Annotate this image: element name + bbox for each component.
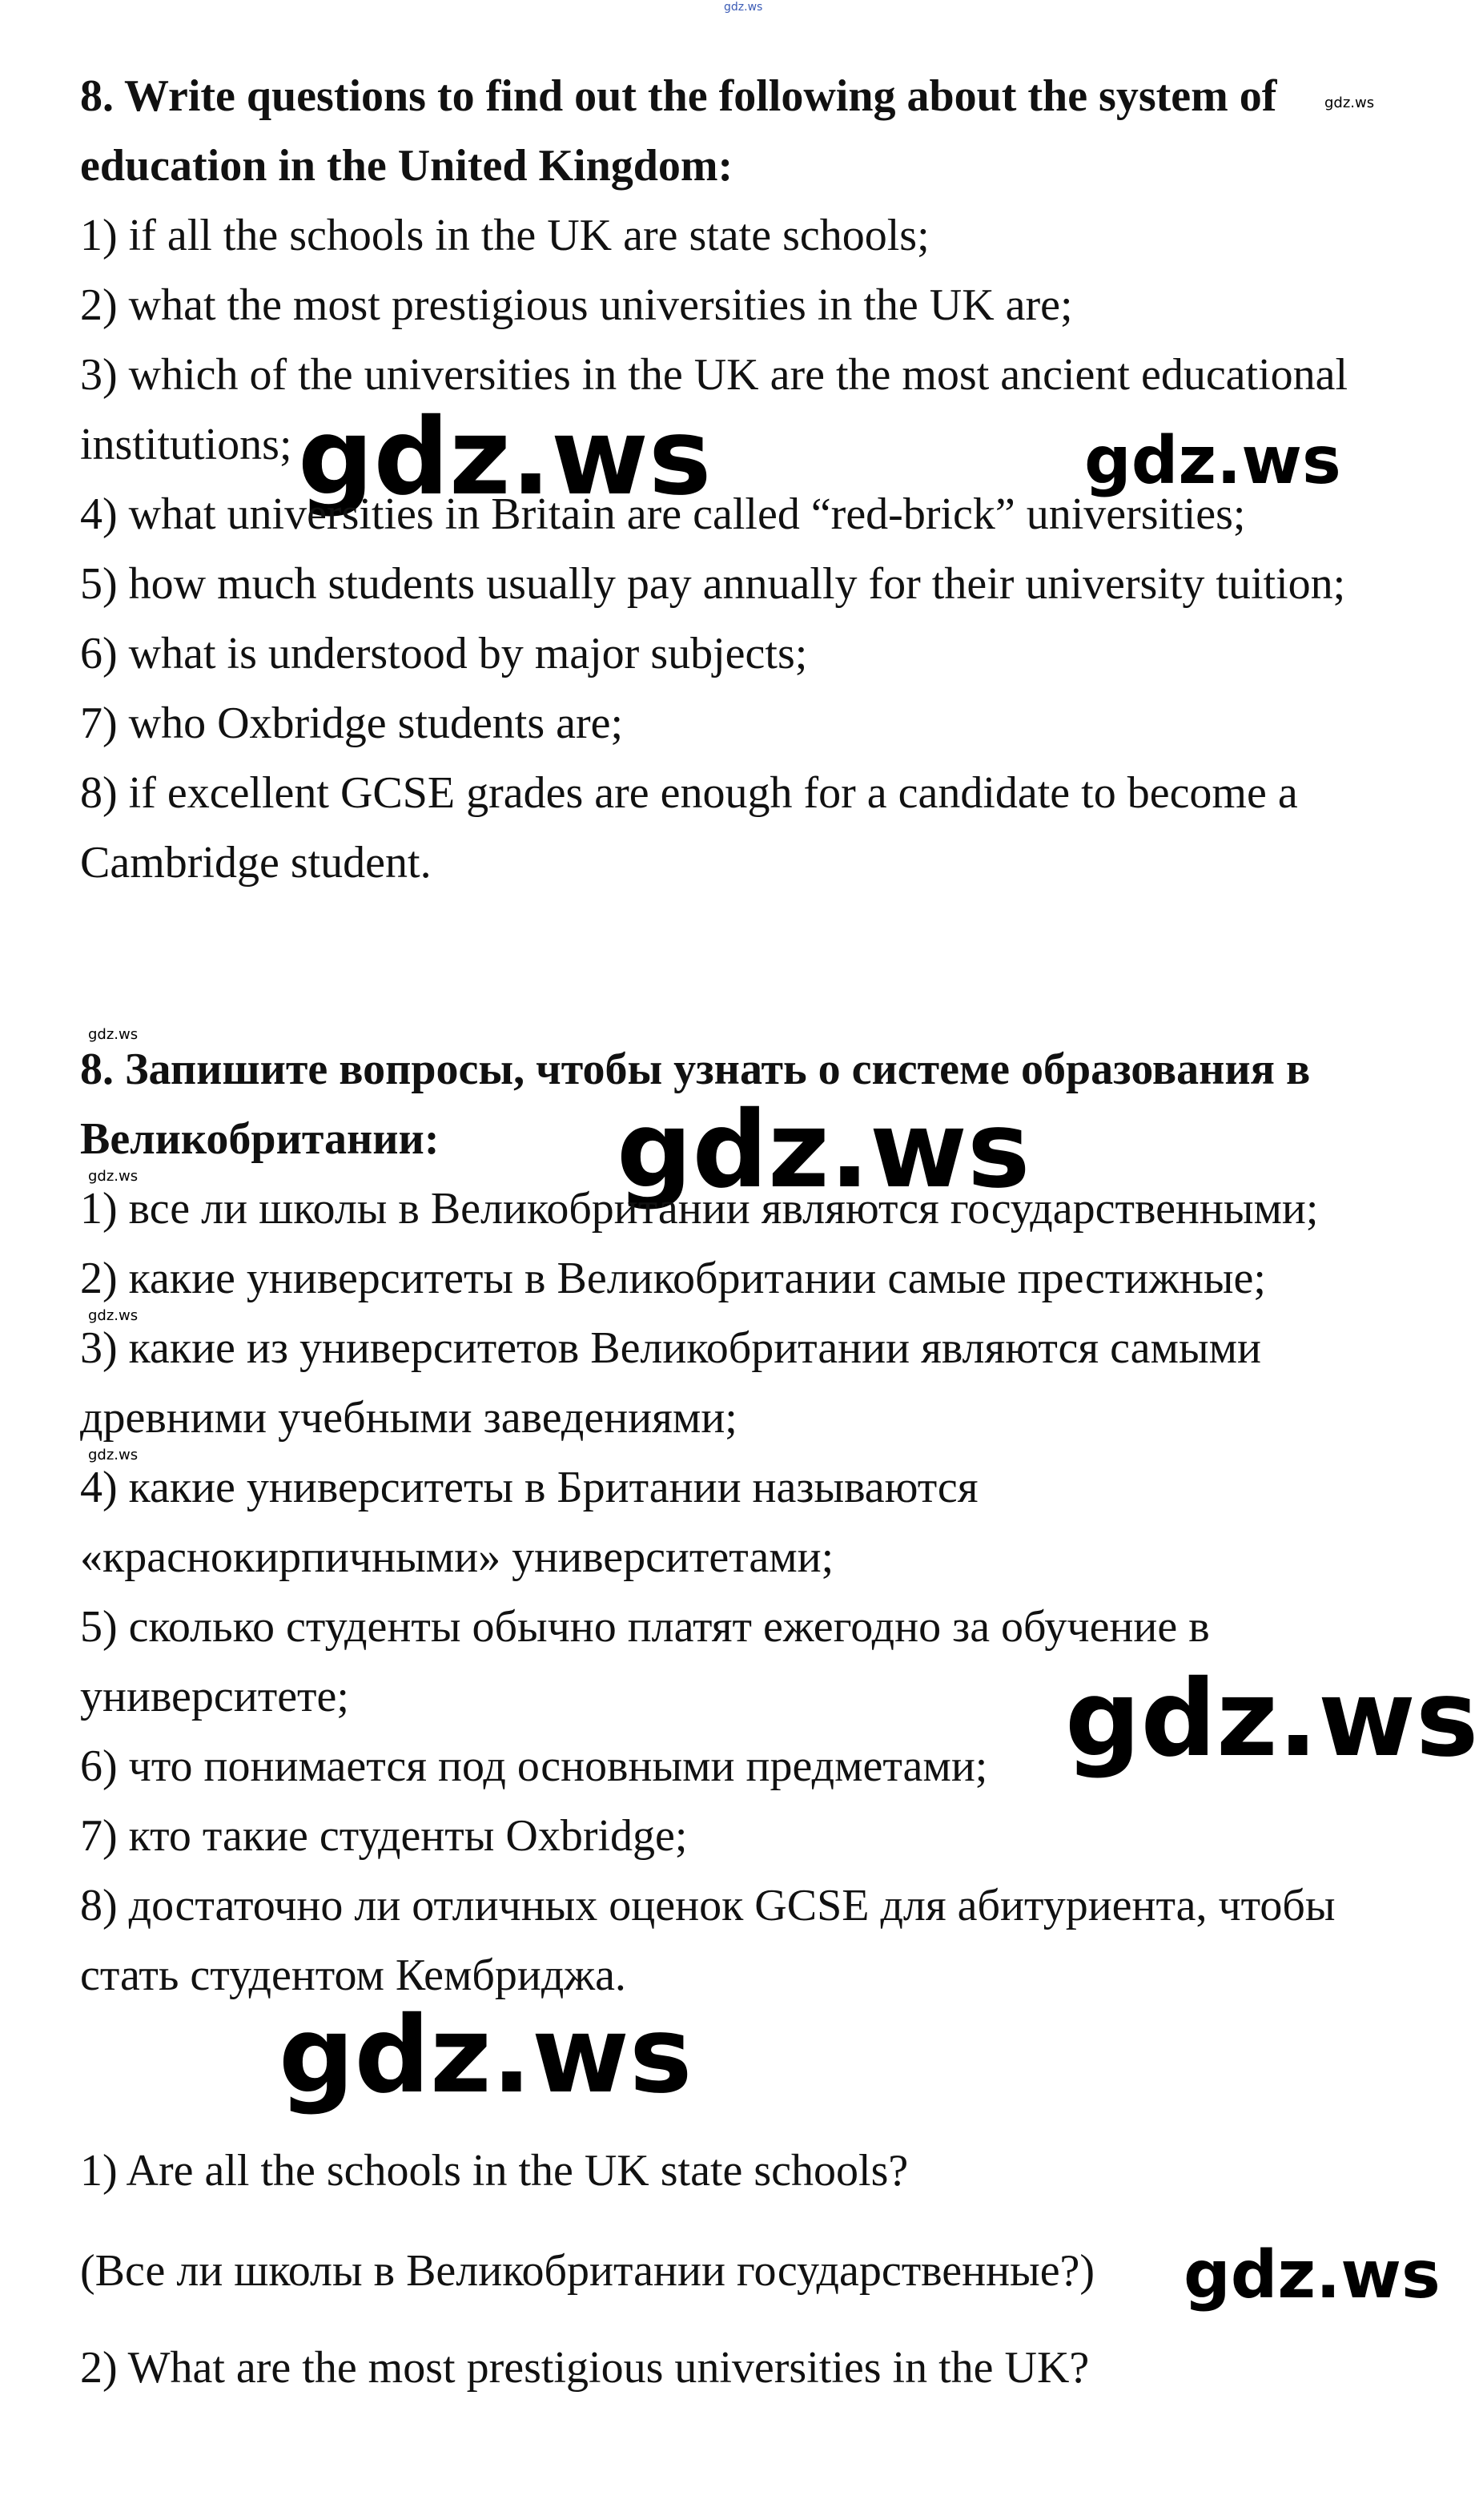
watermark-top: gdz.ws bbox=[724, 1, 763, 14]
english-item-3-cont: institutions; bbox=[80, 420, 292, 469]
watermark-small: gdz.ws bbox=[1324, 95, 1375, 111]
russian-item-8: 8) достаточно ли отличных оценок GCSE для абитуриента, чтобы bbox=[80, 1881, 1336, 1930]
watermark-small: gdz.ws bbox=[88, 1168, 139, 1185]
english-item-8: 8) if excellent GCSE grades are enough for a candidate to become a bbox=[80, 768, 1298, 818]
english-item-2: 2) what the most prestigious universities in the UK are; bbox=[80, 280, 1073, 330]
watermark-large: gdz.ws bbox=[617, 1089, 1031, 1212]
russian-item-5: 5) сколько студенты обычно платят ежегодно за обучение в bbox=[80, 1602, 1210, 1652]
watermark-small: gdz.ws bbox=[88, 1447, 139, 1463]
english-item-3: 3) which of the universities in the UK are the most ancient educational bbox=[80, 350, 1348, 400]
watermark-medium: gdz.ws bbox=[1184, 2237, 1441, 2313]
russian-item-6: 6) что понимается под основными предметами; bbox=[80, 1741, 988, 1791]
watermark-large: gdz.ws bbox=[279, 1994, 693, 2117]
watermark-large: gdz.ws bbox=[298, 396, 712, 519]
russian-item-7: 7) кто такие студенты Oxbridge; bbox=[80, 1811, 688, 1861]
english-item-5: 5) how much students usually pay annually for their university tuition; bbox=[80, 559, 1346, 609]
watermark-small: gdz.ws bbox=[88, 1026, 139, 1043]
russian-item-1: 1) все ли школы в Великобритании являются государственными; bbox=[80, 1184, 1319, 1234]
english-item-1: 1) if all the schools in the UK are state schools; bbox=[80, 211, 930, 260]
watermark-medium: gdz.ws bbox=[1084, 423, 1341, 499]
english-item-6: 6) what is understood by major subjects; bbox=[80, 629, 808, 678]
watermark-small: gdz.ws bbox=[88, 1307, 139, 1324]
english-heading-line1: 8. Write questions to find out the following about the system of bbox=[80, 71, 1277, 121]
english-item-7: 7) who Oxbridge students are; bbox=[80, 698, 624, 748]
english-item-4: 4) what universities in Britain are called “red-brick” universities; bbox=[80, 489, 1246, 539]
russian-item-3-cont: древними учебными заведениями; bbox=[80, 1393, 737, 1443]
english-item-8-cont: Cambridge student. bbox=[80, 838, 432, 888]
russian-item-4-cont: «краснокирпичными» университетами; bbox=[80, 1532, 834, 1582]
russian-item-3: 3) какие из университетов Великобритании являются самыми bbox=[80, 1323, 1261, 1373]
russian-item-4: 4) какие университеты в Британии называются bbox=[80, 1463, 979, 1512]
answer-1: 1) Are all the schools in the UK state schools? bbox=[80, 2146, 909, 2196]
russian-heading-line2: Великобритании: bbox=[80, 1114, 440, 1164]
english-heading-line2: education in the United Kingdom: bbox=[80, 141, 733, 191]
russian-item-2: 2) какие университеты в Великобритании самые престижные; bbox=[80, 1254, 1266, 1303]
russian-item-8-cont: стать студентом Кембриджа. bbox=[80, 1950, 626, 2000]
russian-heading-line1: 8. Запишите вопросы, чтобы узнать о системе образования в bbox=[80, 1045, 1311, 1094]
russian-item-5-cont: университете; bbox=[80, 1672, 349, 1721]
answer-1-translation: (Все ли школы в Великобритании государственные?) bbox=[80, 2246, 1095, 2296]
watermark-large: gdz.ws bbox=[1065, 1657, 1479, 1781]
answer-2: 2) What are the most prestigious universities in the UK? bbox=[80, 2343, 1090, 2393]
